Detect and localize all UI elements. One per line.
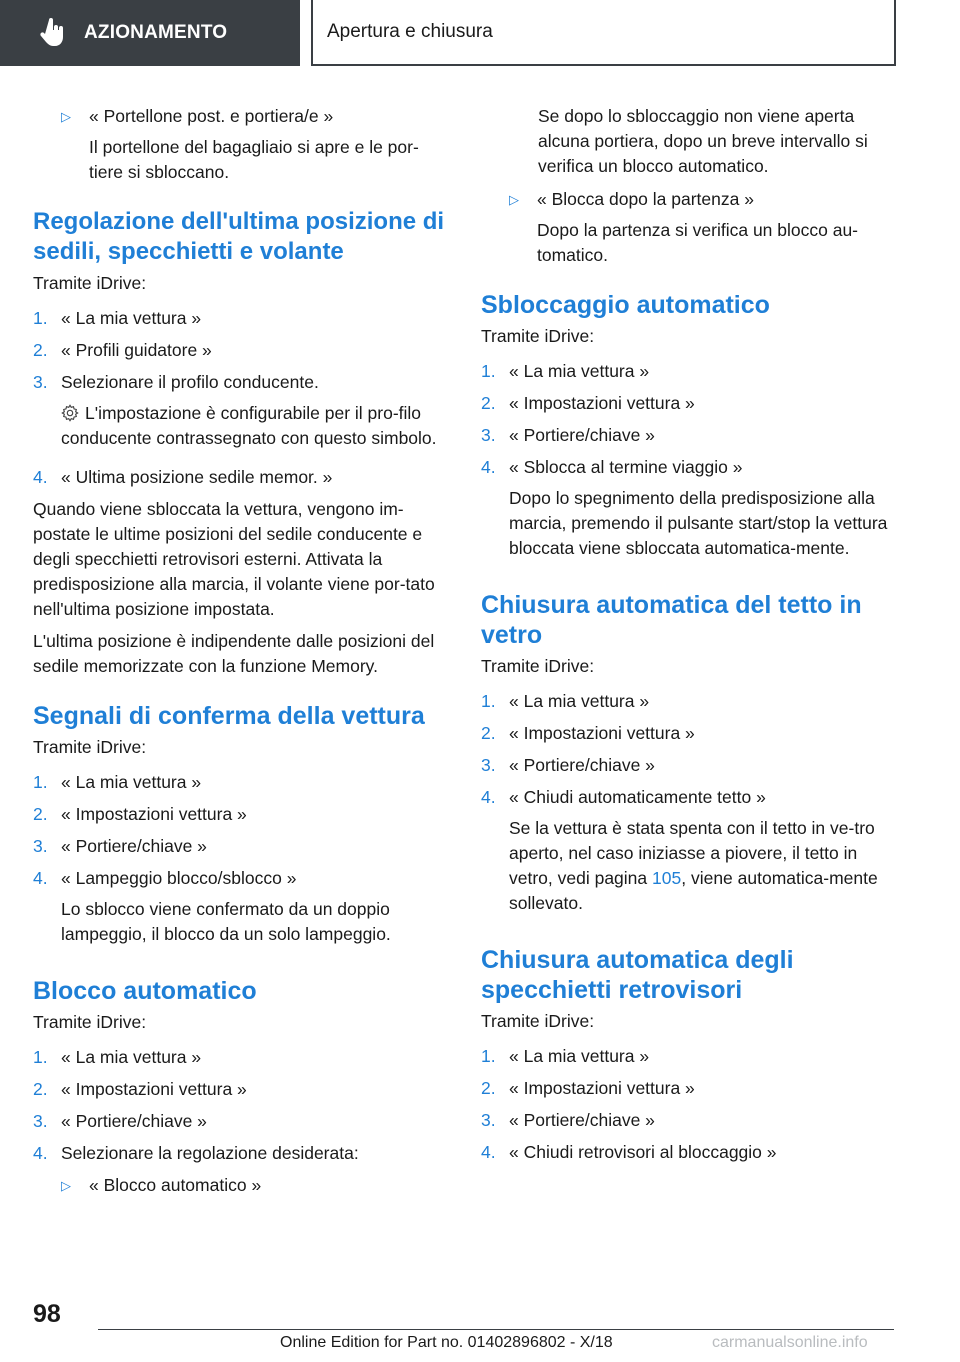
intro-text: Tramite iDrive:	[33, 273, 147, 293]
option-item	[481, 187, 899, 268]
list-item: 3. « Portiere/chiave »	[33, 1111, 207, 1131]
option-description: Dopo la partenza si verifica un blocco au-tomatico.	[537, 220, 859, 265]
triangle-bullet-icon: ▷	[509, 192, 519, 207]
page-link[interactable]: 105	[652, 868, 682, 888]
intro-text: Tramite iDrive:	[33, 737, 147, 757]
triangle-bullet-icon: ▷	[61, 1178, 71, 1193]
triangle-bullet-icon: ▷	[61, 109, 71, 124]
intro-text: Tramite iDrive:	[481, 1011, 595, 1031]
option-item: ▷ « Blocco automatico »	[33, 1173, 451, 1198]
left-column	[33, 104, 451, 1205]
list-item: 4. « Ultima posizione sedile memor. »	[33, 467, 333, 487]
list-item: 1. « La mia vettura »	[33, 1047, 202, 1067]
list-item: 4. « Chiudi retrovisori al bloccaggio »	[481, 1142, 777, 1162]
list-item: 1. « La mia vettura »	[33, 772, 202, 792]
list-item: 1. « La mia vettura »	[481, 361, 650, 381]
chapter-title: Apertura e chiusura	[327, 21, 493, 42]
list-item: 4. Selezionare la regolazione desiderata:	[33, 1143, 359, 1163]
section-heading: Sbloccaggio automatico	[481, 291, 770, 319]
page-header	[0, 0, 960, 66]
list-item: 3. « Portiere/chiave »	[481, 1110, 655, 1130]
list-item: 1. « La mia vettura »	[481, 1046, 650, 1066]
list-item: 2. « Profili guidatore »	[33, 340, 212, 360]
list-item: 2. « Impostazioni vettura »	[33, 804, 247, 824]
option-description: Se dopo lo sbloccaggio non viene aperta alcuna portiera, dopo un breve intervallo si verifica un blocco automatico.	[538, 106, 868, 176]
step-description: Se la vettura è stata spenta con il tetto in ve-tro aperto, nel caso iniziasse a piovere, il tetto in vetro, vedi pagina 105, viene automatica-mente sollevato.	[509, 818, 878, 913]
section-heading: Chiusura automatica del tetto in vetro	[481, 591, 862, 649]
list-item: 1. « La mia vettura »	[33, 308, 202, 328]
intro-text: Tramite iDrive:	[481, 656, 595, 676]
option-label: « Portellone post. e portiera/e »	[89, 106, 334, 126]
watermark: carmanualsonline.info	[712, 1334, 868, 1351]
body-paragraph: Quando viene sbloccata la vettura, vengono im-postate le ultime posizioni del sedile conducente e degli specchietti retrovisori esterni. Attivata la predisposizione alla marcia, il volante viene por-tato nell'ultima posizione impostata.	[33, 499, 435, 619]
list-item: 1. « La mia vettura »	[481, 691, 650, 711]
section-heading: Blocco automatico	[33, 977, 257, 1005]
right-column	[481, 104, 899, 1172]
hand-pointer-icon	[40, 18, 66, 48]
list-item: 3. Selezionare il profilo conducente. L'impostazione è configurabile per il pro-filo conducente contrassegnato con questo simbolo.	[33, 370, 451, 458]
list-item: 3. « Portiere/chiave »	[481, 755, 655, 775]
list-item: 3. « Portiere/chiave »	[33, 836, 207, 856]
option-item	[33, 104, 451, 185]
intro-text: Tramite iDrive:	[33, 1012, 147, 1032]
gear-icon	[61, 404, 79, 422]
section-tab	[0, 0, 300, 66]
profile-note: L'impostazione è configurabile per il pro-filo conducente contrassegnato con questo simbolo.	[61, 403, 437, 448]
list-item: 2. « Impostazioni vettura »	[481, 723, 695, 743]
list-item: 2. « Impostazioni vettura »	[33, 1079, 247, 1099]
footer-divider	[98, 1329, 894, 1330]
chapter-tab	[311, 0, 896, 66]
list-item: 3. « Portiere/chiave »	[481, 425, 655, 445]
page-number: 98	[33, 1300, 61, 1328]
body-paragraph: L'ultima posizione è indipendente dalle posizioni del sedile memorizzate con la funzione Memory.	[33, 631, 435, 676]
option-description: Il portellone del bagagliaio si apre e le por-tiere si sbloccano.	[89, 137, 419, 182]
list-item: 2. « Impostazioni vettura »	[481, 1078, 695, 1098]
list-item: 2. « Impostazioni vettura »	[481, 393, 695, 413]
intro-text: Tramite iDrive:	[481, 326, 595, 346]
list-item: 4. « Sblocca al termine viaggio » Dopo lo spegnimento della predisposizione alla marcia, premendo il pulsante start/stop la vettura bloccata viene sbloccata automatica-mente.	[481, 457, 888, 558]
section-heading: Segnali di conferma della vettura	[33, 702, 425, 730]
option-label: « Blocca dopo la partenza »	[537, 189, 754, 209]
list-item: 4. « Chiudi automaticamente tetto » Se la vettura è stata spenta con il tetto in ve-tro aperto, nel caso iniziasse a piovere, il tetto in vetro, vedi pagina 105, viene automatica-mente sollevato.	[481, 785, 899, 923]
section-heading: Chiusura automatica degli specchietti retrovisori	[481, 946, 794, 1004]
edition-text: Online Edition for Part no. 01402896802 - X/18	[280, 1334, 613, 1351]
list-item: 4. « Lampeggio blocco/sblocco » Lo sblocco viene confermato da un doppio lampeggio, il blocco da un solo lampeggio.	[33, 868, 391, 944]
section-title: AZIONAMENTO	[84, 22, 228, 43]
section-heading: Regolazione dell'ultima posizione di sedili, specchietti e volante	[33, 208, 445, 265]
